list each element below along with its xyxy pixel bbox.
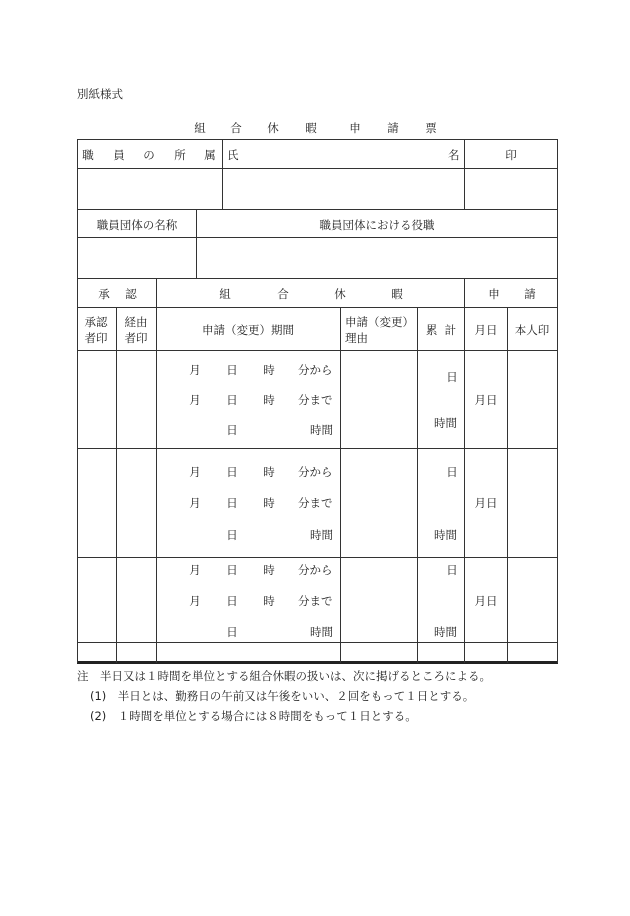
grid-line — [77, 139, 557, 140]
day-unit: 日 — [226, 465, 238, 479]
total-hours-unit: 時間 — [434, 625, 457, 639]
hour-unit: 時 — [263, 393, 275, 407]
until-label: 分まで — [298, 594, 333, 608]
until-label: 分まで — [298, 496, 333, 510]
month-unit: 月 — [189, 363, 201, 377]
grid-line — [77, 307, 557, 308]
title-char: 申 — [349, 121, 361, 135]
total-days-unit: 日 — [446, 563, 458, 577]
total-hours-unit: 時間 — [434, 528, 457, 542]
name-label-last: 名 — [448, 148, 460, 162]
entry-date-label: 月日 — [474, 393, 498, 407]
until-label: 分まで — [298, 393, 333, 407]
total-days-unit: 日 — [446, 465, 458, 479]
grid-line — [77, 278, 557, 279]
hours-unit: 時間 — [310, 528, 333, 542]
grid-line — [464, 278, 465, 663]
grid-line — [557, 139, 558, 663]
header-char: 休 — [334, 287, 346, 301]
day-unit: 日 — [226, 563, 238, 577]
month-unit: 月 — [189, 563, 201, 577]
reason-header-1: 申請（変更） — [345, 315, 414, 329]
month-unit: 月 — [189, 496, 201, 510]
grid-line — [77, 237, 557, 238]
hour-unit: 時 — [263, 363, 275, 377]
header-char: 申 — [488, 287, 500, 301]
affiliation-char: 職 — [82, 148, 94, 162]
grid-line — [464, 139, 465, 209]
org-role-label: 職員団体における役職 — [319, 218, 435, 232]
entry-date-label: 月日 — [474, 496, 498, 510]
grid-line — [222, 139, 223, 209]
via-seal-header-1: 経由 — [124, 315, 148, 329]
note-item-1: (1) 半日とは、勤務日の午前又は午後をいい、２回をもって１日とする。 — [90, 689, 475, 703]
hour-unit: 時 — [263, 563, 275, 577]
affiliation-char: 属 — [204, 148, 216, 162]
total-days-unit: 日 — [446, 370, 458, 384]
grid-bottom-line — [77, 661, 558, 664]
seal-label: 印 — [505, 148, 517, 162]
title-char: 票 — [425, 121, 437, 135]
entry-date-label: 月日 — [474, 594, 498, 608]
date-header: 月日 — [474, 323, 498, 337]
form-label: 別紙様式 — [77, 87, 123, 101]
grid-line — [116, 307, 117, 663]
hour-unit: 時 — [263, 496, 275, 510]
from-label: 分から — [298, 465, 333, 479]
grid-line — [417, 307, 418, 663]
hour-unit: 時 — [263, 594, 275, 608]
day-unit: 日 — [226, 496, 238, 510]
grid-line — [77, 448, 557, 449]
name-label-first: 氏 — [227, 148, 239, 162]
org-name-label: 職員団体の名称 — [96, 218, 178, 232]
total-header: 累 計 — [425, 323, 457, 337]
title-char: 合 — [230, 121, 242, 135]
hours-unit: 時間 — [310, 625, 333, 639]
hour-unit: 時 — [263, 465, 275, 479]
approver-seal-header-2: 者印 — [84, 331, 108, 345]
grid-line — [77, 642, 557, 643]
day-unit: 日 — [226, 363, 238, 377]
via-seal-header-2: 者印 — [124, 331, 148, 345]
affiliation-char: 員 — [113, 148, 125, 162]
title-char: 組 — [194, 121, 206, 135]
month-unit: 月 — [189, 594, 201, 608]
day-unit: 日 — [226, 528, 238, 542]
approver-seal-header-1: 承認 — [84, 315, 108, 329]
grid-line — [77, 557, 557, 558]
month-unit: 月 — [189, 465, 201, 479]
day-unit: 日 — [226, 625, 238, 639]
from-label: 分から — [298, 363, 333, 377]
reason-header-2: 理由 — [345, 331, 368, 345]
affiliation-char: の — [143, 148, 155, 162]
day-unit: 日 — [226, 393, 238, 407]
header-char: 請 — [524, 287, 536, 301]
header-char: 組 — [219, 287, 231, 301]
note-main: 注 半日又は１時間を単位とする組合休暇の扱いは、次に掲げるところによる。 — [77, 669, 491, 683]
day-unit: 日 — [226, 594, 238, 608]
title-char: 暇 — [305, 121, 317, 135]
header-char: 承 — [98, 287, 110, 301]
total-hours-unit: 時間 — [434, 416, 457, 430]
grid-line — [77, 350, 557, 351]
grid-line — [156, 278, 157, 663]
title-char: 休 — [267, 121, 279, 135]
header-char: 合 — [277, 287, 289, 301]
header-char: 暇 — [391, 287, 403, 301]
header-char: 認 — [125, 287, 137, 301]
grid-line — [77, 139, 78, 663]
period-header: 申請（変更）期間 — [202, 323, 294, 337]
day-unit: 日 — [226, 423, 238, 437]
from-label: 分から — [298, 563, 333, 577]
affiliation-char: 所 — [174, 148, 186, 162]
title-char: 請 — [387, 121, 399, 135]
grid-line — [77, 168, 557, 169]
grid-line — [196, 209, 197, 278]
hours-unit: 時間 — [310, 423, 333, 437]
grid-line — [340, 307, 341, 663]
note-item-2: (2) １時間を単位とする場合には８時間をもって１日とする。 — [90, 709, 417, 723]
own-seal-header: 本人印 — [514, 323, 550, 337]
grid-line — [77, 209, 557, 210]
month-unit: 月 — [189, 393, 201, 407]
grid-line — [507, 307, 508, 663]
